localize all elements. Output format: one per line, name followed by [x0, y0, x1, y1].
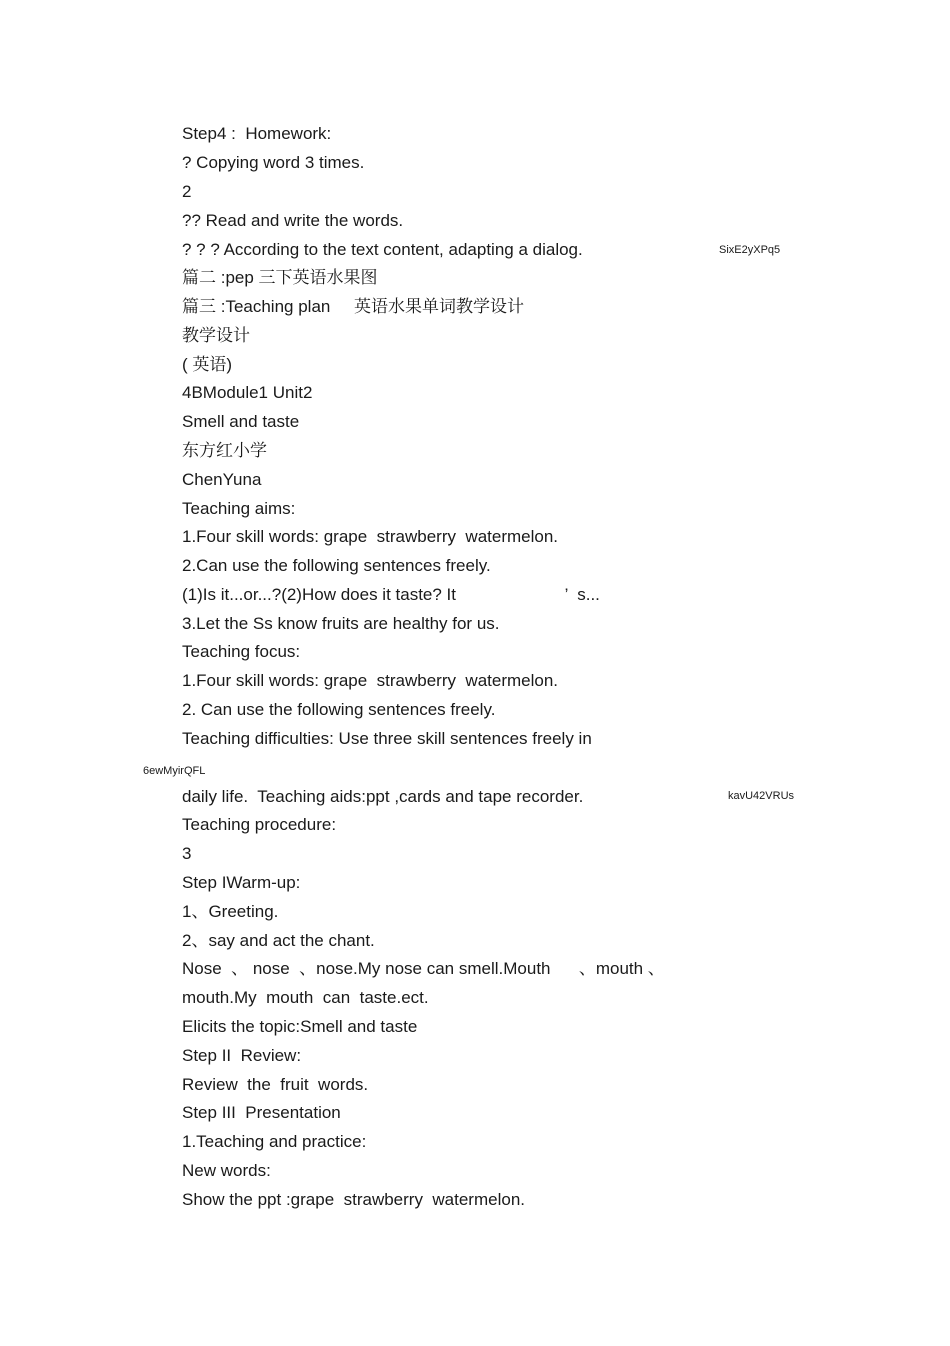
text-line: Nose 、 nose 、nose.My nose can smell.Mouth 、mouth 、: [182, 959, 665, 978]
watermark-code: 6ewMyirQFL: [143, 765, 206, 777]
watermark-code: kavU42VRUs: [728, 790, 795, 802]
text-line: 1、Greeting.: [182, 902, 279, 921]
text-line: Show the ppt :grape strawberry watermelon.: [182, 1190, 525, 1209]
text-line: Teaching focus:: [182, 642, 301, 661]
text-line: 1.Teaching and practice:: [182, 1132, 367, 1151]
text-line: 东方红小学: [182, 441, 267, 460]
text-line: Smell and taste: [182, 412, 300, 431]
text-line: Step III Presentation: [182, 1103, 341, 1122]
text-line: 1.Four skill words: grape strawberry watermelon.: [182, 671, 559, 690]
text-line: Review the fruit words.: [182, 1075, 369, 1094]
text-line: 2: [182, 182, 192, 201]
text-line: Step IWarm-up:: [182, 873, 301, 892]
text-line: Teaching difficulties: Use three skill sentences freely in: [182, 729, 592, 748]
text-line: Step II Review:: [182, 1046, 302, 1065]
text-line: daily life. Teaching aids:ppt ,cards and tape recorder.: [182, 787, 584, 806]
watermark-code: SixE2yXPq5: [719, 244, 781, 256]
text-line: ? Copying word 3 times.: [182, 153, 365, 172]
text-line: ChenYuna: [182, 470, 262, 489]
section-heading: 篇三 :Teaching plan 英语水果单词教学设计: [182, 297, 524, 316]
text-line: 教学设计: [182, 326, 250, 345]
text-line: ( 英语): [182, 355, 233, 374]
text-line: Teaching aims:: [182, 499, 296, 518]
text-line: mouth.My mouth can taste.ect.: [182, 988, 429, 1007]
text-line: Teaching procedure:: [182, 815, 337, 834]
text-line: ?? Read and write the words.: [182, 211, 404, 230]
text-line: 2. Can use the following sentences freely.: [182, 700, 496, 719]
text-line: 1.Four skill words: grape strawberry watermelon.: [182, 527, 559, 546]
text-line: Elicits the topic:Smell and taste: [182, 1017, 418, 1036]
section-heading: 篇二 :pep 三下英语水果图: [182, 268, 378, 287]
text-line: New words:: [182, 1161, 271, 1180]
text-line: 4BModule1 Unit2: [182, 383, 313, 402]
text-line: ? ? ? According to the text content, adapting a dialog.: [182, 240, 583, 259]
text-line: 3: [182, 844, 192, 863]
text-line: (1)Is it...or...?(2)How does it taste? It ’ s...: [182, 585, 600, 604]
text-line: Step4 : Homework:: [182, 124, 332, 143]
text-line: 2.Can use the following sentences freely.: [182, 556, 491, 575]
text-line: 2、say and act the chant.: [182, 931, 375, 950]
text-line: 3.Let the Ss know fruits are healthy for us.: [182, 614, 500, 633]
